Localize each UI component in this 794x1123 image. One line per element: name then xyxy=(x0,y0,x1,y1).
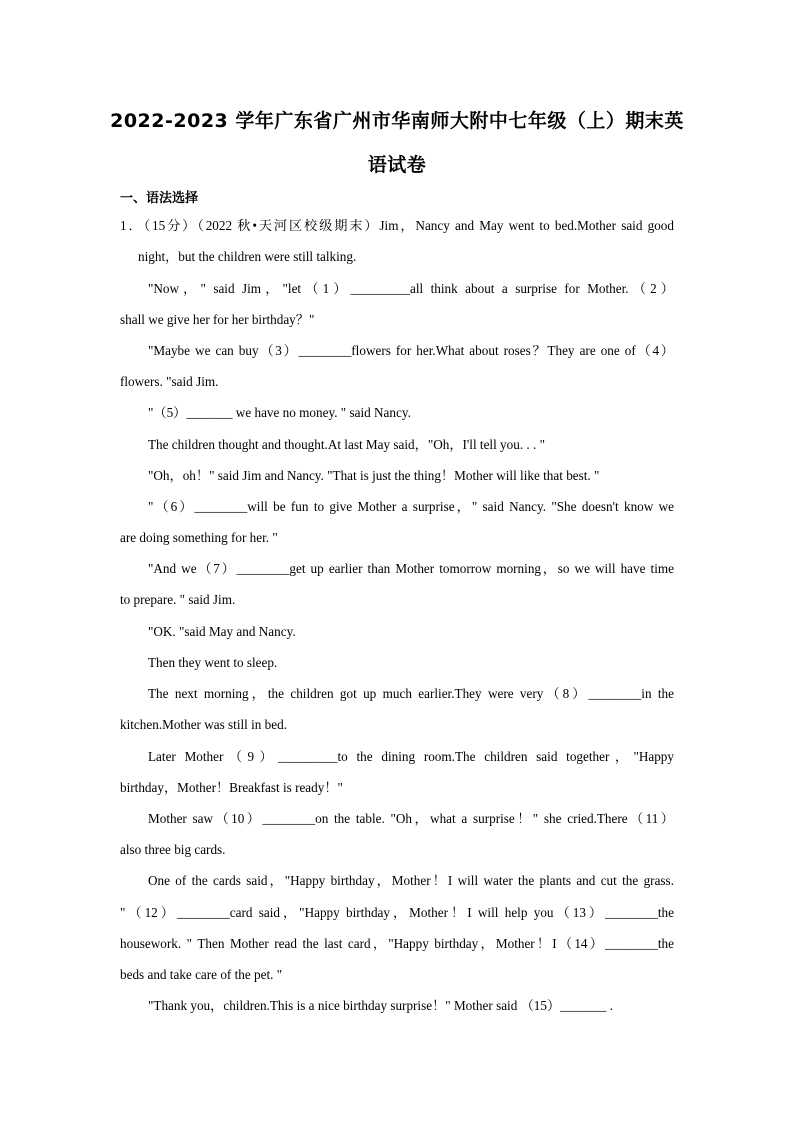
passage-line: "Thank you，children.This is a nice birthday surprise！" Mother said （15）_______ . xyxy=(148,998,613,1013)
exam-title-line2: 语试卷 xyxy=(367,154,427,176)
passage-line: "Oh，oh！" said Jim and Nancy. "That is just the thing！Mother will like that best. " xyxy=(148,468,600,483)
exam-title-line1: 2022-2023 学年广东省广州市华南师大附中七年级（上）期末英 xyxy=(110,110,684,132)
passage-line: beds and take care of the pet. " xyxy=(120,967,283,982)
passage-line: housework. " Then Mother read the last card，"Happy birthday，Mother！I（14）________the xyxy=(120,936,674,951)
passage-line: "And we（7）________get up earlier than Mother tomorrow morning，so we will have time xyxy=(148,561,674,576)
passage-line: shall we give her for her birthday？" xyxy=(120,312,315,327)
passage-line: "（12）________card said，"Happy birthday，Mother！I will help you（13）________the xyxy=(120,905,674,920)
passage-line: are doing something for her. " xyxy=(120,530,278,545)
passage-line: Then they went to sleep. xyxy=(148,655,278,670)
question-text-line: night，but the children were still talking. xyxy=(138,249,357,264)
passage-line: "Maybe we can buy（3）________flowers for her.What about roses？They are one of（4） xyxy=(148,343,674,358)
passage-line: to prepare. " said Jim. xyxy=(120,592,236,607)
passage-line: "（5）_______ we have no money. " said Nancy. xyxy=(148,405,411,420)
passage-line: "OK. "said May and Nancy. xyxy=(148,624,296,639)
passage-line: The next morning，the children got up much earlier.They were very（8）________in the xyxy=(148,686,674,701)
passage-line: kitchen.Mother was still in bed. xyxy=(120,717,288,732)
passage-line: flowers. "said Jim. xyxy=(120,374,219,389)
passage-line: One of the cards said，"Happy birthday，Mother！I will water the plants and cut the grass. xyxy=(148,873,674,888)
section-heading: 一、语法选择 xyxy=(120,191,199,206)
passage-line: The children thought and thought.At last May said，"Oh，I'll tell you. . . " xyxy=(148,437,545,452)
passage-line: "（6）________will be fun to give Mother a surprise，" said Nancy. "She doesn't know we xyxy=(148,499,674,514)
passage-line: Later Mother（9）_________to the dining room.The children said together，"Happy xyxy=(148,749,674,764)
passage-line: also three big cards. xyxy=(120,842,226,857)
passage-line: Mother saw（10）________on the table. "Oh，what a surprise！" she cried.There（11） xyxy=(148,811,674,826)
passage-line: "Now，" said Jim，"let（1）_________all think about a surprise for Mother.（2） xyxy=(148,281,674,296)
passage-line: birthday，Mother！Breakfast is ready！" xyxy=(120,780,343,795)
question-text-line: 1．（15分）（2022 秋•天河区校级期末）Jim，Nancy and May went to bed.Mother said good xyxy=(120,218,674,233)
